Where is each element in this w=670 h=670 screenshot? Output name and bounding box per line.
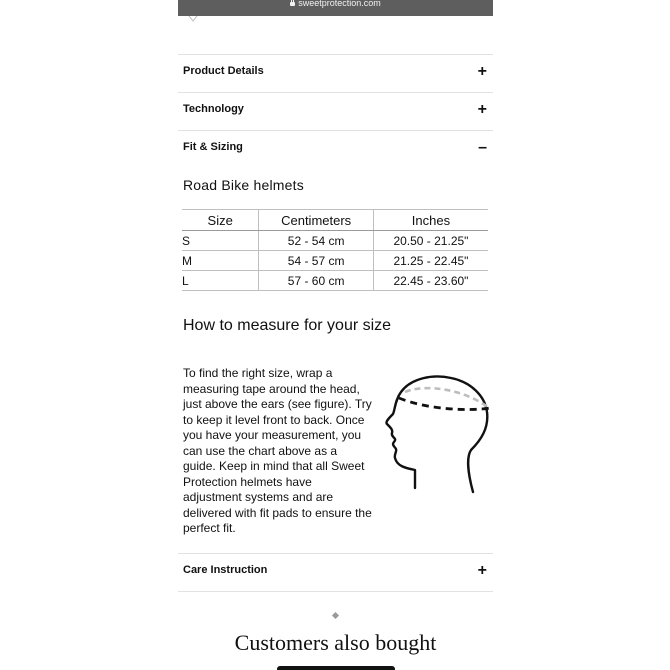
cell-inches: 22.45 - 23.60" <box>373 271 488 291</box>
customers-also-bought-heading: Customers also bought <box>234 630 437 655</box>
accordion-care-instruction[interactable] <box>178 553 493 591</box>
plus-icon: + <box>477 63 487 80</box>
table-header-row <box>182 210 488 231</box>
sizing-title: Road Bike helmets <box>183 177 304 193</box>
accordion-product-details[interactable] <box>178 54 493 92</box>
url-text: sweetprotection.com <box>298 0 381 8</box>
column-header-inches: Inches <box>373 210 488 231</box>
table-row <box>182 251 488 271</box>
divider <box>178 591 493 592</box>
product-card-edge[interactable] <box>277 666 395 670</box>
size-table <box>182 209 488 291</box>
plus-icon: + <box>477 562 487 579</box>
accordion-label: Product Details <box>183 65 264 77</box>
accordion-fit-sizing[interactable] <box>178 130 493 168</box>
table-row <box>182 271 488 291</box>
table-row <box>182 231 488 251</box>
cell-size: L <box>182 271 259 291</box>
cell-centimeters: 52 - 54 cm <box>259 231 373 251</box>
cell-inches: 21.25 - 22.45" <box>373 251 488 271</box>
cut-off-logo-icon <box>188 16 198 22</box>
column-header-size: Size <box>182 210 259 231</box>
accordion-label: Technology <box>183 103 244 115</box>
column-header-centimeters: Centimeters <box>259 210 373 231</box>
measure-title: How to measure for your size <box>183 317 392 334</box>
cell-centimeters: 54 - 57 cm <box>259 251 373 271</box>
accordion-technology[interactable] <box>178 92 493 130</box>
measure-instructions: To find the right size, wrap a measuring tape around the head, just above the ears (see figure). Try to keep it level front to back. Once you have your measurement, you can use the chart above as a guide. Keep in mind that all Sweet Protection helmets have adjustment systems and are delivered with fit pads to ensure the perfect fit. <box>183 366 372 535</box>
diamond-icon <box>332 612 339 619</box>
cell-size: M <box>182 251 259 271</box>
cell-inches: 20.50 - 21.25" <box>373 231 488 251</box>
cell-centimeters: 57 - 60 cm <box>259 271 373 291</box>
accordion-label: Care Instruction <box>183 564 268 576</box>
lock-icon <box>290 2 295 6</box>
plus-icon: + <box>477 101 487 118</box>
head-measurement-icon <box>383 370 493 495</box>
cell-size: S <box>182 231 259 251</box>
mobile-page <box>178 0 493 670</box>
accordion-label: Fit & Sizing <box>183 141 243 153</box>
browser-url-bar[interactable] <box>178 0 493 16</box>
minus-icon: – <box>478 139 487 156</box>
